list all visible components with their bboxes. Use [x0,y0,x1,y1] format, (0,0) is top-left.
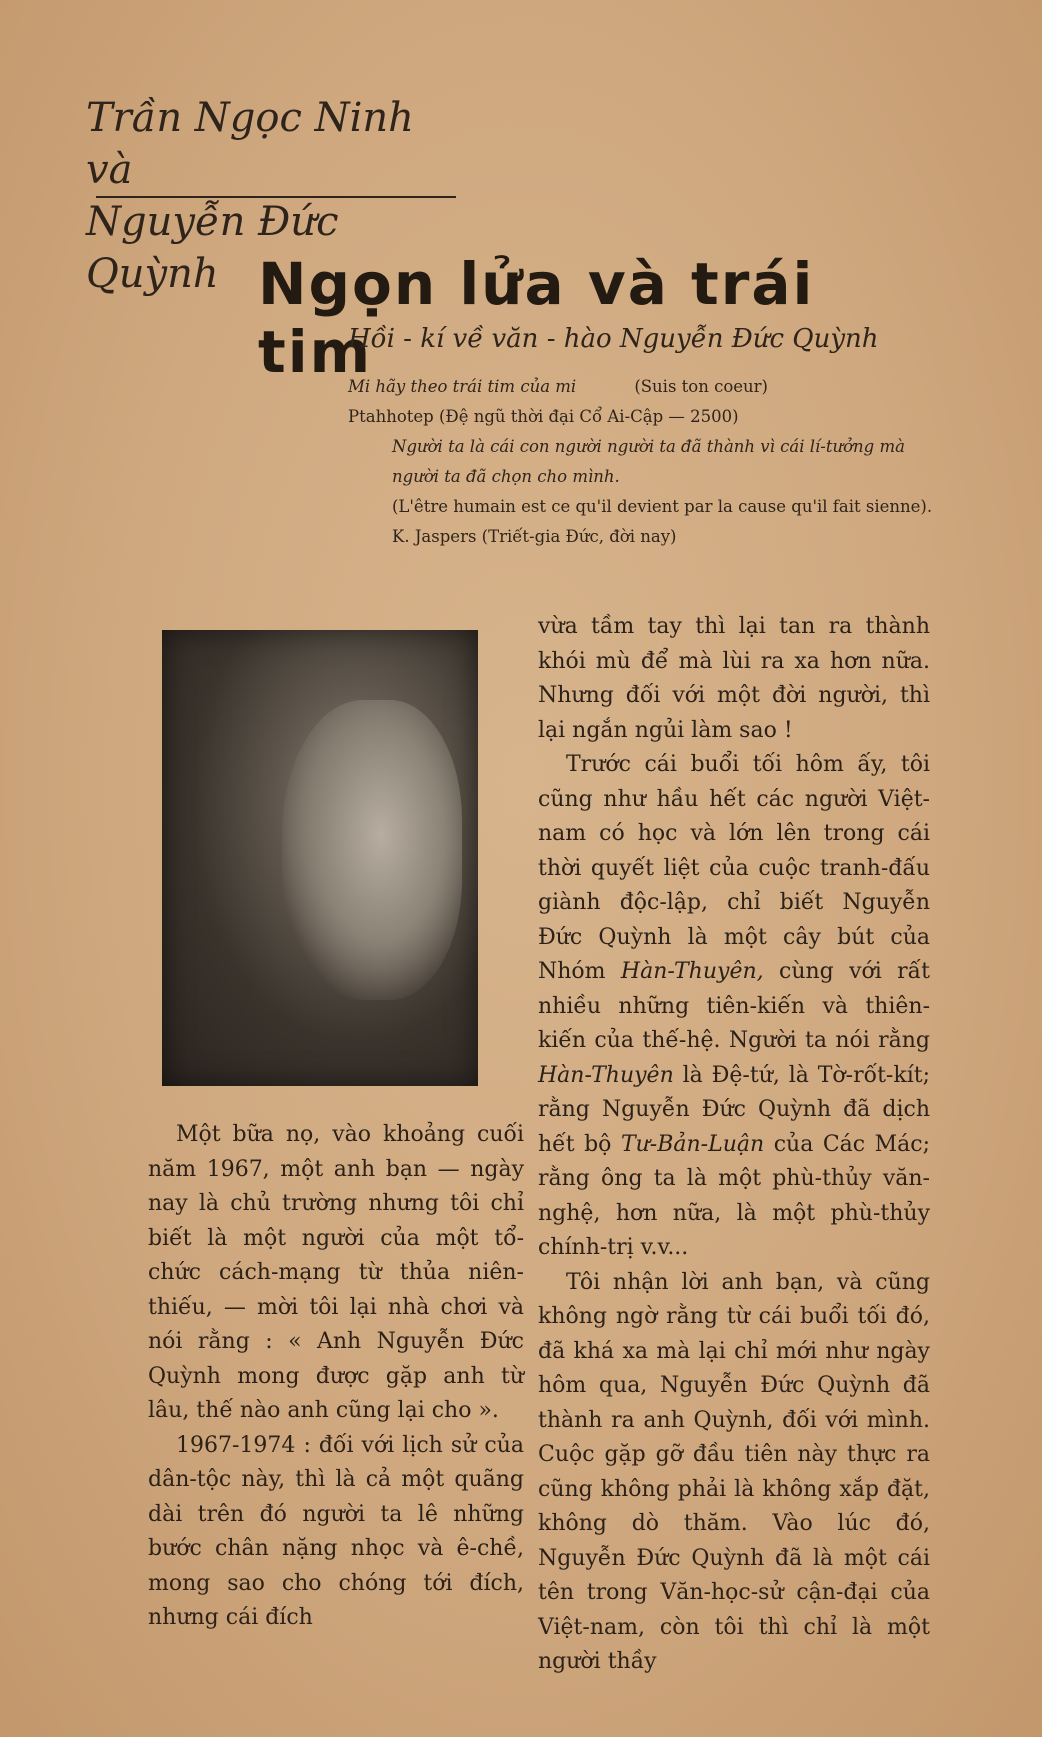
text-run-italic: Hàn-Thuyên, [620,959,764,984]
text-run-italic: Tư-Bản-Luận [620,1131,765,1157]
epigraph-line-1 [348,372,938,402]
byline-underline [96,196,456,198]
author-line-1: Trần Ngọc Ninh và [86,95,414,193]
epigraph-quote-fr: (Suis ton coeur) [634,377,768,396]
epigraph-quote-2-fr: (L'être humain est ce qu'il devient par la cause qu'il fait sienne). [392,497,933,516]
text-run: là Đệ-tứ, là Tờ-rốt-kít; rằng Nguyễn Đức Quỳnh đã dịch hết bộ [538,1062,930,1157]
epigraph [348,372,938,552]
text-run: cùng với rất nhiều những tiên-kiến và thiên-kiến của thế-hệ. Người ta nói rằng [538,959,930,1053]
body-column-right [538,610,930,1680]
portrait-photo [162,630,478,1086]
portrait-face [282,700,462,1000]
paragraph [538,748,930,1266]
paragraph: Tôi nhận lời anh bạn, và cũng không ngờ rằng từ cái buổi tối đó, đã khá xa mà lại chỉ mới như ngày hôm qua, Nguyễn Đức Quỳnh đã thành ra anh Quỳnh, đối với mình. Cuộc gặp gỡ đầu tiên này thực ra cũng không phải là không xắp đặt, không dò thăm. Vào lúc đó, Nguyễn Đức Quỳnh đã là một cái tên trong Văn-học-sử cận-đại của Việt-nam, còn tôi thì chỉ là một người thầy [538,1269,930,1674]
epigraph-attribution-1: Ptahhotep (Đệ ngũ thời đại Cổ Ai-Cập — 2500) [348,407,739,426]
text-run: Trước cái buổi tối hôm ấy, tôi cũng như hầu hết các người Việt-nam có học và lớn lên trong cái thời quyết liệt của cuộc tranh-đấu giành độc-lập, chỉ biết Nguyễn Đức Quỳnh là một cây bút của Nhóm [538,752,930,984]
paragraph: Một bữa nọ, vào khoảng cuối năm 1967, một anh bạn — ngày nay là chủ trường nhưng tôi chỉ biết là một người của một tổ-chức cách-mạng từ thủa niên-thiếu, — mời tôi lại nhà chơi và nói rằng : « Anh Nguyễn Đức Quỳnh mong được gặp anh từ lâu, thế nào anh cũng lại cho ». [148,1122,524,1423]
article-subtitle: Hồi - kí về văn - hào Nguyễn Đức Quỳnh [348,324,879,354]
text-run-italic: Hàn-Thuyên [538,1062,674,1088]
paragraph: vừa tầm tay thì lại tan ra thành khói mù để mà lùi ra xa hơn nữa. Nhưng đối với một đời người, thì lại ngắn ngủi làm sao ! [538,614,930,743]
epigraph-attribution-2: K. Jaspers (Triết-gia Đức, đời nay) [392,527,677,546]
epigraph-quote-vi: Mi hãy theo trái tim của mi [348,377,577,396]
body-column-left [148,1118,524,1636]
author-line-2: Nguyễn Đức Quỳnh [86,199,339,297]
paragraph: 1967-1974 : đối với lịch sử của dân-tộc này, thì là cả một quãng dài trên đó người ta lê những bước chân nặng nhọc và ê-chề, mong sao cho chóng tới đích, nhưng cái đích [148,1432,524,1630]
article-title: Ngọn lửa và trái tim [258,250,815,386]
text-run: của Các Mác; rằng ông ta là một phù-thủy văn-nghệ, hơn nữa, là một phù-thủy chính-trị v.v... [538,1131,930,1260]
epigraph-quote-2: Người ta là cái con người người ta đã thành vì cái lí-tưởng mà người ta đã chọn cho mình. [392,437,905,486]
